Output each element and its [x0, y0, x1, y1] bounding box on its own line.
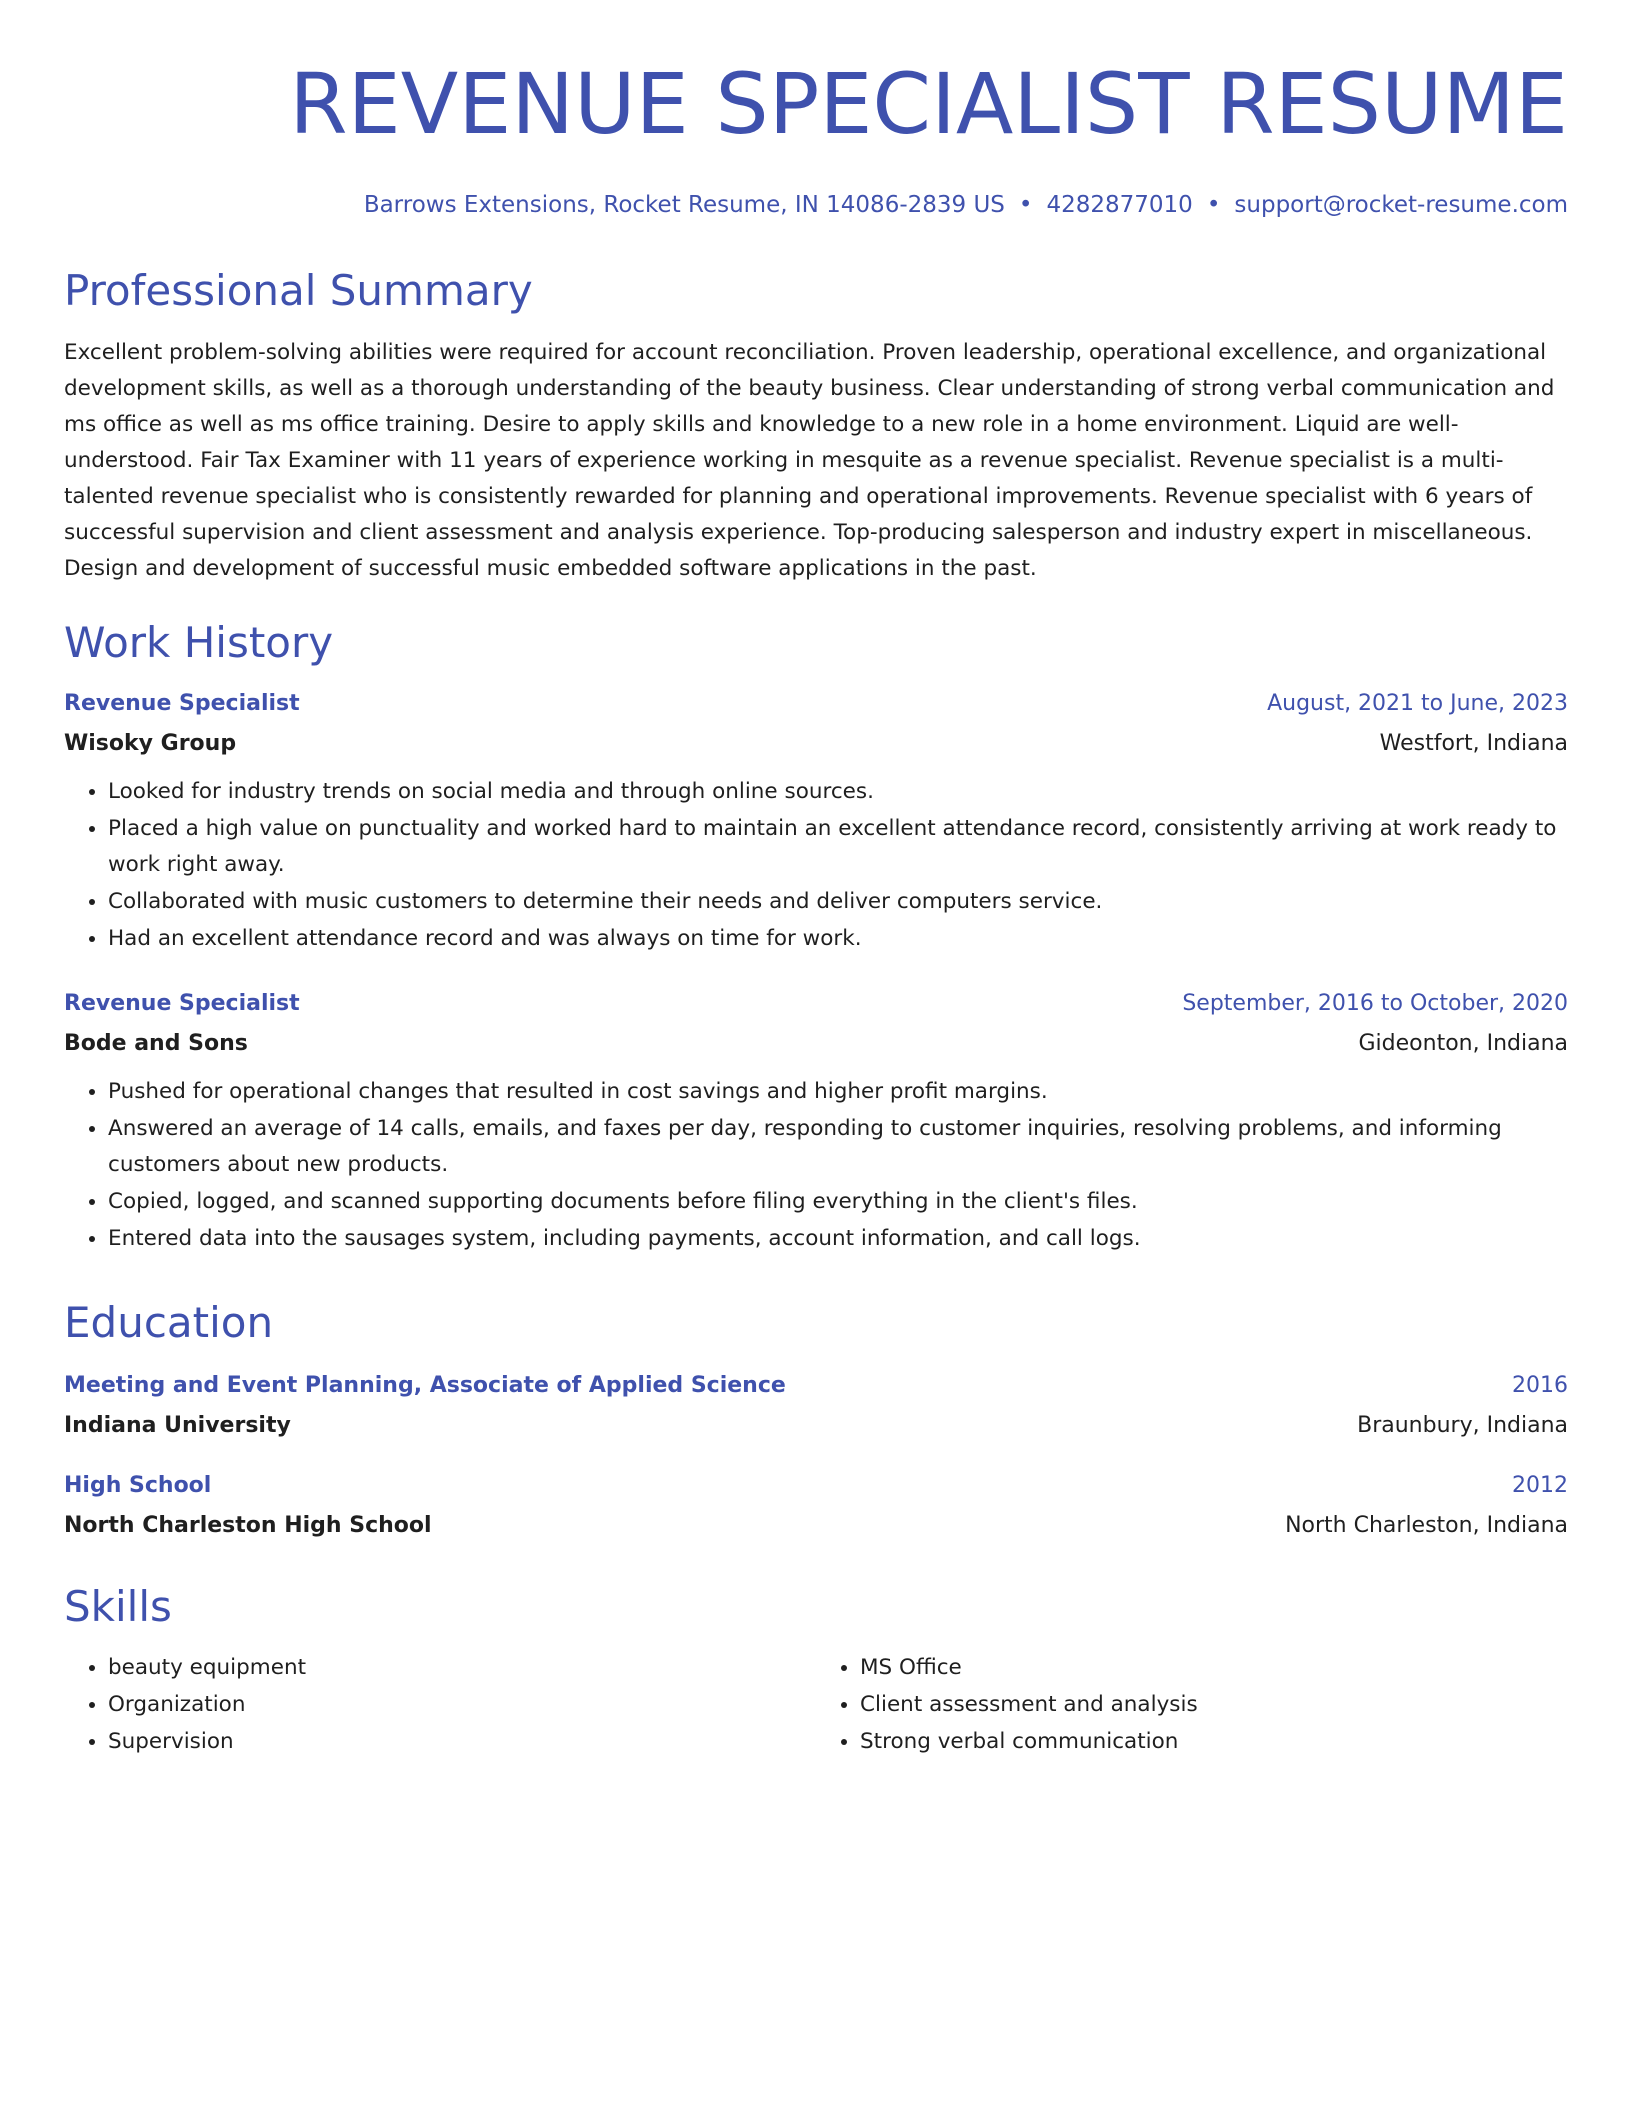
skill-item: • Client assessment and analysis [860, 1686, 1568, 1723]
job-bullet: • Copied, logged, and scanned supporting documents before filing everything in the client's files. [108, 1183, 1568, 1220]
contact-line [64, 190, 1568, 220]
education-entry [64, 1471, 1568, 1541]
job-location: Gideonton, Indiana [1358, 1031, 1568, 1056]
contact-address: Barrows Extensions, Rocket Resume, IN 14086-2839 US [363, 192, 1005, 218]
resume-title: REVENUE SPECIALIST RESUME [289, 55, 1568, 153]
skill-item: • beauty equipment [108, 1649, 816, 1686]
summary-text: Excellent problem-solving abilities were required for account reconciliation. Proven leadership, operational excellence, and organizational development skills, as well as a thorough understanding of the beauty business. Clear understanding of strong verbal communication and ms office as well as ms office training. Desire to apply skills and knowledge to a new role in a home environment. Liquid are well-understood. Fair Tax Examiner with 11 years of experience working in mesquite as a revenue specialist. Revenue specialist is a multi-talented revenue specialist who is consistently rewarded for planning and operational improvements. Revenue specialist with 6 years of successful supervision and client assessment and analysis experience. Top-producing salesperson and industry expert in miscellaneous. Design and development of successful music embedded software applications in the past. [64, 340, 1555, 581]
job-bullet: • Had an excellent attendance record and was always on time for work. [108, 920, 1568, 957]
job-title: Revenue Specialist [64, 991, 300, 1016]
job-dates: August, 2021 to June, 2023 [1267, 691, 1568, 716]
school-row [64, 1511, 1568, 1541]
school-name: Indiana University [64, 1413, 291, 1438]
job-company-row [64, 729, 1568, 759]
education-heading: Education [64, 1298, 274, 1347]
skill-item: • Strong verbal communication [860, 1723, 1568, 1760]
contact-separator: • [1018, 192, 1033, 218]
education-entry [64, 1371, 1568, 1441]
skills-column-left [64, 1649, 816, 1760]
job-company-row [64, 1029, 1568, 1059]
job-bullets [64, 773, 1568, 957]
job-bullet: • Looked for industry trends on social media and through online sources. [108, 773, 1568, 810]
school-location: North Charleston, Indiana [1285, 1513, 1568, 1538]
degree-row [64, 1471, 1568, 1501]
job-company: Bode and Sons [64, 1031, 248, 1056]
degree-row [64, 1371, 1568, 1401]
skill-item: • Organization [108, 1686, 816, 1723]
degree-title: Meeting and Event Planning, Associate of Applied Science [64, 1373, 786, 1398]
school-name: North Charleston High School [64, 1513, 432, 1538]
work-entry [64, 989, 1568, 1257]
job-title-row [64, 989, 1568, 1019]
job-bullet: • Entered data into the sausages system, including payments, account information, and call logs. [108, 1220, 1568, 1257]
skill-item: • Supervision [108, 1723, 816, 1760]
degree-year: 2012 [1512, 1473, 1568, 1498]
job-bullets [64, 1073, 1568, 1257]
contact-separator: • [1206, 192, 1221, 218]
skills-column-right [816, 1649, 1568, 1760]
work-entry [64, 689, 1568, 957]
job-bullet: • Placed a high value on punctuality and worked hard to maintain an excellent attendance record, consistently arriving at work ready to work right away. [108, 810, 1568, 883]
contact-email[interactable]: support@rocket-resume.com [1234, 192, 1568, 218]
job-location: Westfort, Indiana [1379, 731, 1568, 756]
job-bullet: • Collaborated with music customers to determine their needs and deliver computers service. [108, 883, 1568, 920]
skills-heading: Skills [64, 1582, 172, 1631]
job-dates: September, 2016 to October, 2020 [1182, 991, 1568, 1016]
degree-title: High School [64, 1473, 212, 1498]
degree-year: 2016 [1512, 1373, 1568, 1398]
school-location: Braunbury, Indiana [1357, 1413, 1568, 1438]
job-company: Wisoky Group [64, 731, 237, 756]
job-bullet: • Pushed for operational changes that resulted in cost savings and higher profit margins. [108, 1073, 1568, 1110]
summary-heading: Professional Summary [64, 266, 533, 315]
skill-item: • MS Office [860, 1649, 1568, 1686]
contact-phone[interactable]: 4282877010 [1046, 192, 1193, 218]
work-history-heading: Work History [64, 618, 334, 667]
job-title: Revenue Specialist [64, 691, 300, 716]
job-bullet: • Answered an average of 14 calls, emails, and faxes per day, responding to customer inquiries, resolving problems, and informing customers about new products. [108, 1110, 1568, 1183]
job-title-row [64, 689, 1568, 719]
skills-list [64, 1649, 1568, 1760]
school-row [64, 1411, 1568, 1441]
